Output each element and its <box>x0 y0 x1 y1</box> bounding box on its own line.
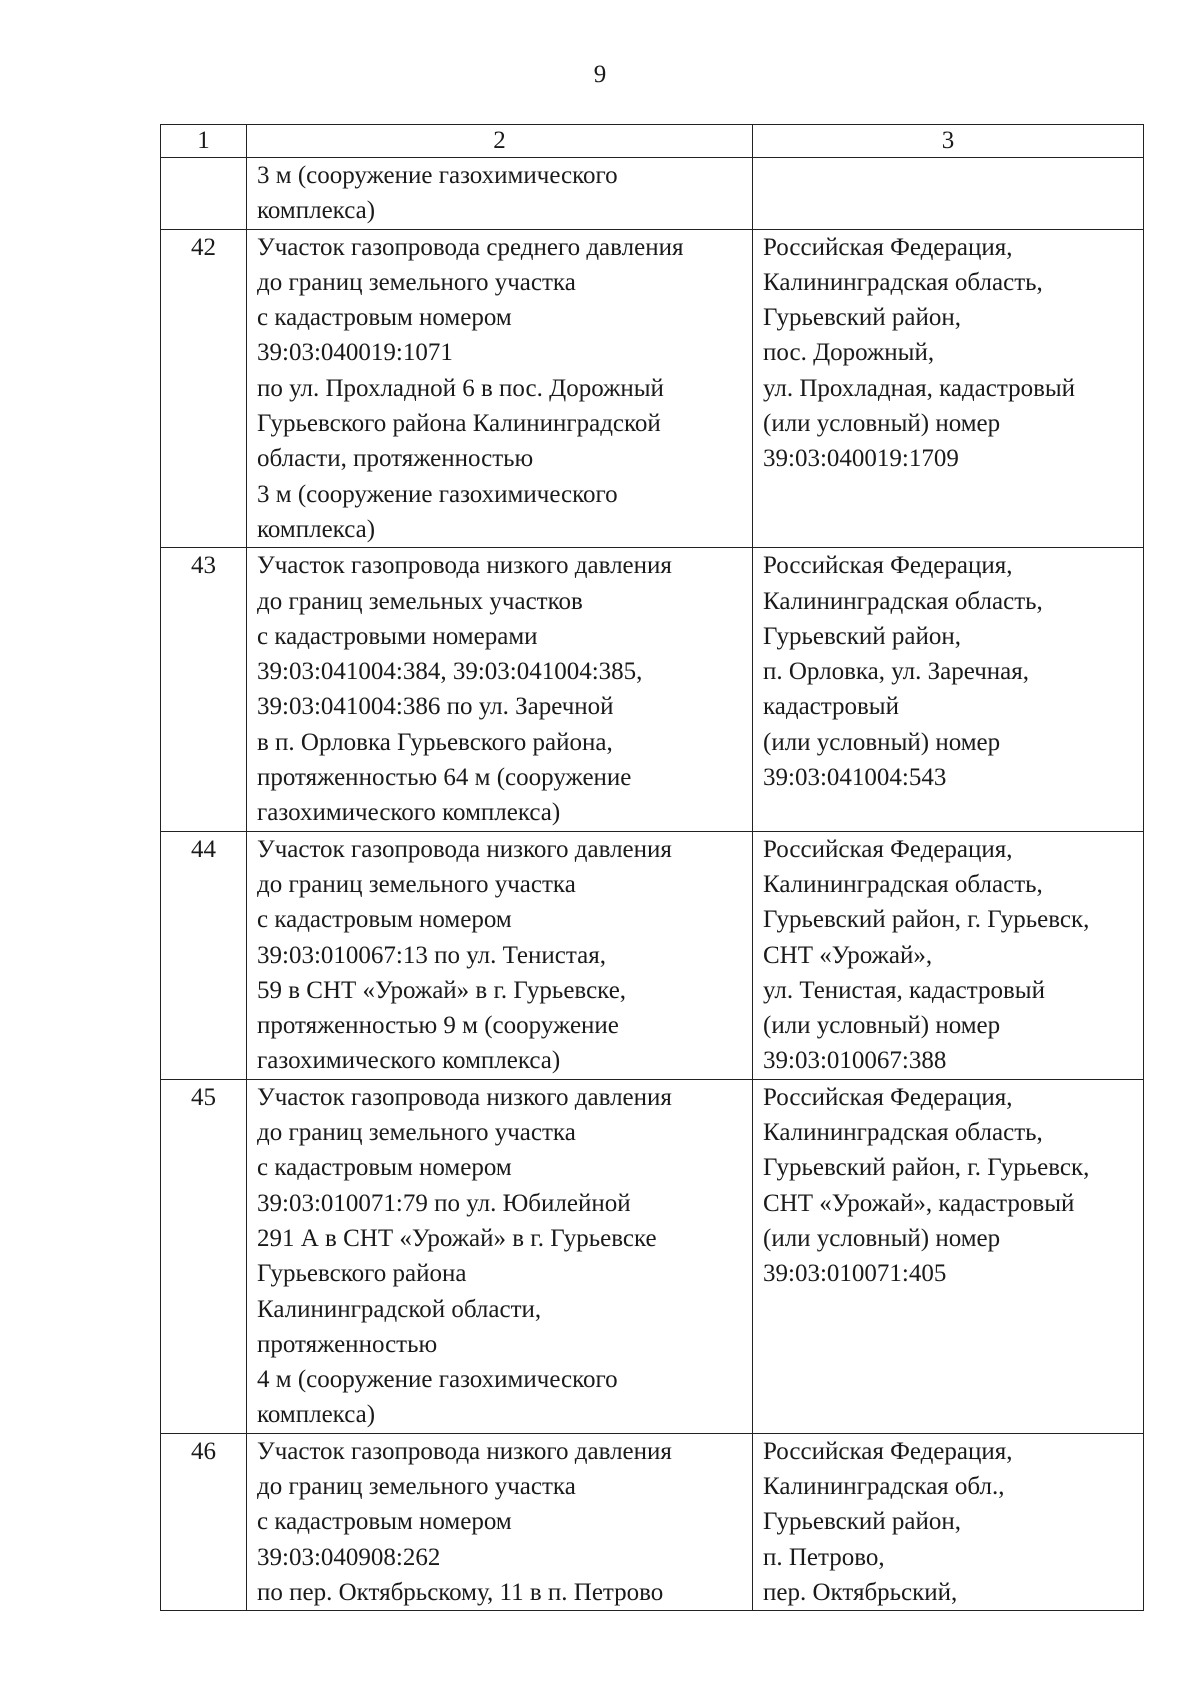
object-description-cell <box>247 1079 753 1433</box>
location-line: Российская Федерация, <box>763 233 1013 261</box>
location-line: ул. Прохладная, кадастровый <box>763 374 1076 402</box>
description-line: протяженностью <box>257 1330 438 1358</box>
description-line: в п. Орловка Гурьевского района, <box>257 728 613 756</box>
description-line: по пер. Октябрьскому, 11 в п. Петрово <box>257 1578 664 1606</box>
description-line: до границ земельного участка <box>257 1119 576 1147</box>
description-line: с кадастровым номером <box>257 1154 512 1182</box>
description-line: до границ земельных участков <box>257 587 583 615</box>
location-line: Российская Федерация, <box>763 552 1013 580</box>
location-line: Гурьевский район, г. Гурьевск, <box>763 1154 1090 1182</box>
location-line: пос. Дорожный, <box>763 339 935 367</box>
row-number: 46 <box>161 1433 247 1610</box>
location-cell <box>753 1079 1144 1433</box>
description-line: 39:03:041004:386 по ул. Заречной <box>257 693 614 721</box>
object-description-cell <box>247 1433 753 1610</box>
description-line: по ул. Прохладной 6 в пос. Дорожный <box>257 374 664 402</box>
location-line: ул. Тенистая, кадастровый <box>763 976 1045 1004</box>
property-table <box>160 124 1144 1611</box>
table-row <box>161 1079 1144 1433</box>
description-line: Участок газопровода низкого давления <box>257 1437 672 1465</box>
description-line: протяженностью 9 м (сооружение <box>257 1012 619 1040</box>
table-row <box>161 158 1144 230</box>
table-row <box>161 1433 1144 1610</box>
location-line: Калининградская область, <box>763 1119 1043 1147</box>
description-line: Гурьевского района Калининградской <box>257 410 661 438</box>
location-line: Гурьевский район, <box>763 1508 962 1536</box>
description-line: 3 м (сооружение газохимического <box>257 162 618 189</box>
location-line: пер. Октябрьский, <box>763 1578 958 1606</box>
description-line: до границ земельного участка <box>257 268 576 296</box>
object-description-cell <box>247 158 753 230</box>
location-line: 39:03:041004:543 <box>763 764 947 792</box>
location-line: п. Орловка, ул. Заречная, <box>763 658 1030 686</box>
location-cell <box>753 158 1144 230</box>
object-description-cell <box>247 548 753 831</box>
location-line: кадастровый <box>763 693 899 721</box>
location-line: (или условный) номер <box>763 1224 1001 1252</box>
description-line: газохимического комплекса) <box>257 1047 561 1075</box>
description-line: с кадастровым номером <box>257 304 512 332</box>
description-line: комплекса) <box>257 197 376 225</box>
description-line: с кадастровым номером <box>257 1508 512 1536</box>
table-row <box>161 548 1144 831</box>
location-line: Калининградская область, <box>763 587 1043 615</box>
row-number: 45 <box>161 1079 247 1433</box>
description-line: с кадастровыми номерами <box>257 622 538 650</box>
description-line: до границ земельного участка <box>257 870 576 898</box>
description-line: области, протяженностью <box>257 445 534 473</box>
description-line: 39:03:010071:79 по ул. Юбилейной <box>257 1189 631 1217</box>
location-line: Гурьевский район, <box>763 304 962 332</box>
description-line: Участок газопровода низкого давления <box>257 552 672 580</box>
description-line: комплекса) <box>257 515 376 543</box>
object-description-cell <box>247 831 753 1079</box>
description-line: Участок газопровода низкого давления <box>257 1083 672 1111</box>
description-line: Участок газопровода среднего давления <box>257 233 684 261</box>
location-line: (или условный) номер <box>763 728 1001 756</box>
location-line: 39:03:010067:388 <box>763 1047 947 1075</box>
description-line: до границ земельного участка <box>257 1472 576 1500</box>
location-line: Гурьевский район, <box>763 622 962 650</box>
location-cell <box>753 1433 1144 1610</box>
location-line: СНТ «Урожай», кадастровый <box>763 1189 1075 1217</box>
row-number <box>161 158 247 230</box>
description-line: Участок газопровода низкого давления <box>257 835 672 863</box>
location-cell <box>753 229 1144 548</box>
location-line: Гурьевский район, г. Гурьевск, <box>763 906 1090 934</box>
table-body <box>161 158 1144 1611</box>
row-number: 44 <box>161 831 247 1079</box>
location-cell <box>753 831 1144 1079</box>
description-line: протяженностью 64 м (сооружение <box>257 764 632 792</box>
description-line: 4 м (сооружение газохимического <box>257 1366 618 1394</box>
description-line: 39:03:010067:13 по ул. Тенистая, <box>257 941 606 969</box>
description-line: 39:03:041004:384, 39:03:041004:385, <box>257 658 643 686</box>
row-number: 43 <box>161 548 247 831</box>
location-line: Калининградская обл., <box>763 1472 1005 1500</box>
location-line: Российская Федерация, <box>763 835 1013 863</box>
location-line: Калининградская область, <box>763 870 1043 898</box>
location-line: п. Петрово, <box>763 1543 885 1571</box>
description-line: 39:03:040019:1071 <box>257 339 453 367</box>
location-line: Российская Федерация, <box>763 1437 1013 1465</box>
description-line: 39:03:040908:262 <box>257 1543 441 1571</box>
description-line: 3 м (сооружение газохимического <box>257 480 618 508</box>
location-cell <box>753 548 1144 831</box>
table-header <box>161 125 1144 158</box>
location-line: СНТ «Урожай», <box>763 941 933 969</box>
header-col-2: 2 <box>247 125 753 158</box>
description-line: с кадастровым номером <box>257 906 512 934</box>
location-line: 39:03:010071:405 <box>763 1260 947 1288</box>
description-line: комплекса) <box>257 1401 376 1429</box>
description-line: газохимического комплекса) <box>257 799 561 827</box>
header-col-3: 3 <box>753 125 1144 158</box>
object-description-cell <box>247 229 753 548</box>
location-line: 39:03:040019:1709 <box>763 445 959 473</box>
row-number: 42 <box>161 229 247 548</box>
description-line: Калининградской области, <box>257 1295 542 1323</box>
description-line: 59 в СНТ «Урожай» в г. Гурьевске, <box>257 976 627 1004</box>
header-row <box>161 125 1144 158</box>
location-line: (или условный) номер <box>763 410 1001 438</box>
location-line: (или условный) номер <box>763 1012 1001 1040</box>
location-line: Калининградская область, <box>763 268 1043 296</box>
description-line: Гурьевского района <box>257 1260 467 1288</box>
description-line: 291 А в СНТ «Урожай» в г. Гурьевске <box>257 1224 657 1252</box>
header-col-1: 1 <box>161 125 247 158</box>
location-line: Российская Федерация, <box>763 1083 1013 1111</box>
table-row <box>161 229 1144 548</box>
table-row <box>161 831 1144 1079</box>
page-number: 9 <box>593 61 607 88</box>
